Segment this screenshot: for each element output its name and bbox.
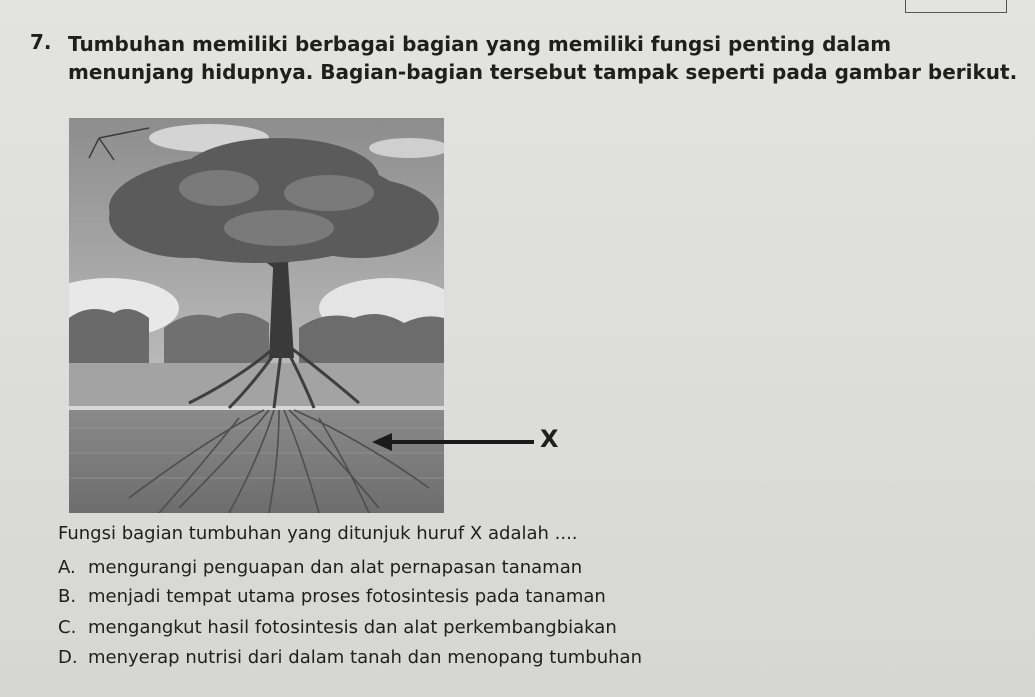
question-text: Tumbuhan memiliki berbagai bagian yang memiliki fungsi penting dalam menunjang hidupnya. Bagian-bagian tersebut tampak seperti pada gambar berikut. [68,32,1018,84]
question-prompt: Fungsi bagian tumbuhan yang ditunjuk huruf X adalah .... [58,523,578,544]
option-text: mengurangi penguapan dan alat pernapasan tanaman [88,557,583,578]
option-letter: B. [58,586,77,607]
option-text: mengangkut hasil fotosintesis dan alat perkembangbiakan [88,617,617,638]
option-a[interactable] [58,556,582,580]
option-text: menyerap nutrisi dari dalam tanah dan menopang tumbuhan [88,647,642,668]
question-number: 7. [30,30,52,54]
option-b[interactable] [58,585,606,609]
option-d[interactable] [58,646,642,670]
mangrove-illustration [69,118,444,513]
option-c[interactable] [58,616,617,640]
option-letter: D. [58,647,78,668]
option-letter: C. [58,617,77,638]
pointer-arrow [372,431,534,453]
pointer-label-x: X [540,425,559,453]
option-letter: A. [58,557,76,578]
answer-box [905,0,1007,13]
option-text: menjadi tempat utama proses fotosintesis pada tanaman [88,586,606,607]
